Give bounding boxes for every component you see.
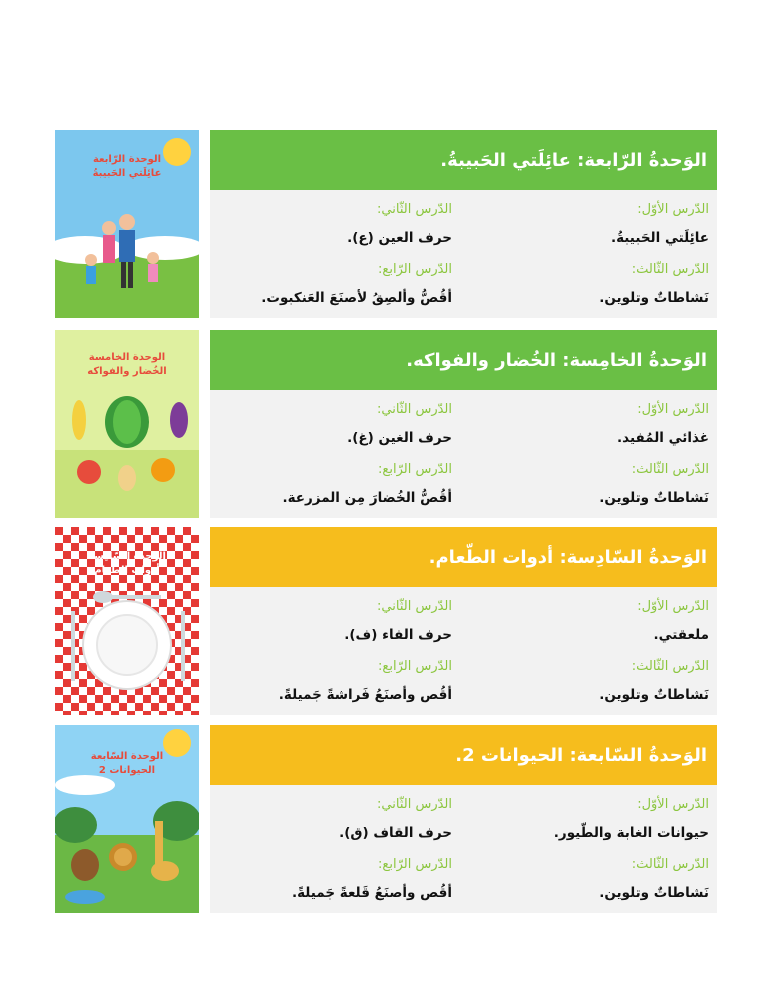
cover-subtitle: عائِلَتي الحَبيبةُ xyxy=(92,168,162,179)
cover-subtitle: الحيوانات 2 xyxy=(98,765,156,776)
lesson-name: نَشاطاتٌ وتلوين. xyxy=(599,490,709,506)
cover-title: الوحدة الخامسة xyxy=(88,352,166,363)
lesson-label: الدّرس الثّالث: xyxy=(631,262,709,277)
unit-card-5 xyxy=(55,330,717,518)
lesson-name: نَشاطاتٌ وتلوين. xyxy=(599,290,709,306)
lesson-name: حيوانات الغابة والطّيور. xyxy=(553,825,709,841)
lesson-label: الدّرس الثّالث: xyxy=(631,857,709,872)
lesson-label: الدّرس الرّابع: xyxy=(378,659,452,674)
lesson-label: الدّرس الأوّل: xyxy=(637,599,709,614)
lesson-label: الدّرس الرّابع: xyxy=(378,857,452,872)
lesson-label: الدّرس الرّابع: xyxy=(378,462,452,477)
unit-header xyxy=(210,527,717,587)
lesson-label: الدّرس الثّاني: xyxy=(377,797,452,812)
cover-subtitle: أدوات الطّعام xyxy=(94,565,160,576)
lesson-label: الدّرس الثّاني: xyxy=(377,599,452,614)
lesson-label: الدّرس الثّالث: xyxy=(631,462,709,477)
unit-header xyxy=(210,330,717,390)
lesson-name: غذائي المُفيد. xyxy=(617,430,709,446)
unit-title: الوَحدةُ السّادِسة: أدوات الطّعام. xyxy=(428,546,707,568)
cover-title: الوحدة السّابعة xyxy=(90,751,164,762)
unit-title: الوَحدةُ السّابعة: الحيوانات 2. xyxy=(455,744,707,766)
lesson-name: أقُصُّ وألصِقُ لأصنَعَ العَنكبوت. xyxy=(261,290,452,306)
lesson-name: أقُص وأصنَعُ فَراشةً جَميلةً. xyxy=(278,687,452,703)
unit-card-4 xyxy=(55,130,717,318)
lesson-name: حرف القاف (ق). xyxy=(339,825,452,841)
lesson-label: الدّرس الثّالث: xyxy=(631,659,709,674)
lessons-panel xyxy=(210,785,717,913)
cover-title: الوحدة الرّابعة xyxy=(92,154,162,165)
unit-card-7 xyxy=(55,725,717,913)
unit-cover-4 xyxy=(55,130,199,318)
lesson-name: أقُصُّ الخُضارَ مِن المزرعة. xyxy=(282,490,452,506)
lessons-panel xyxy=(210,587,717,715)
lessons-panel xyxy=(210,390,717,518)
cover-subtitle: الخُضار والفواكه xyxy=(87,366,167,377)
lesson-label: الدّرس الثّاني: xyxy=(377,202,452,217)
unit-cover-5 xyxy=(55,330,199,518)
cover-title: الوحدة السّادِسة xyxy=(88,551,166,562)
lesson-name: نَشاطاتٌ وتلوين. xyxy=(599,885,709,901)
lesson-label: الدّرس الثّاني: xyxy=(377,402,452,417)
lesson-name: حرف الفاء (ف). xyxy=(344,627,452,643)
lessons-panel xyxy=(210,190,717,318)
lesson-name: نَشاطاتٌ وتلوين. xyxy=(599,687,709,703)
lesson-name: حرف الغين (غ). xyxy=(347,430,452,446)
unit-header xyxy=(210,130,717,190)
unit-title: الوَحدةُ الخامِسة: الخُضار والفواكه. xyxy=(406,349,707,371)
unit-title: الوَحدةُ الرّابعة: عائِلَتي الحَبيبةُ. xyxy=(440,149,707,171)
unit-cover-7 xyxy=(55,725,199,913)
unit-card-6 xyxy=(55,527,717,715)
lesson-name: أقُص وأصنَعُ قَلعةً جَميلةً. xyxy=(291,885,452,901)
unit-header xyxy=(210,725,717,785)
lesson-name: ملعقتي. xyxy=(653,627,709,643)
lesson-label: الدّرس الأوّل: xyxy=(637,202,709,217)
lesson-name: عائِلَتي الحَبيبةُ. xyxy=(610,230,709,246)
lesson-label: الدّرس الرّابع: xyxy=(378,262,452,277)
unit-cover-6 xyxy=(55,527,199,715)
lesson-label: الدّرس الأوّل: xyxy=(637,402,709,417)
lesson-label: الدّرس الأوّل: xyxy=(637,797,709,812)
lesson-name: حرف العين (ع). xyxy=(347,230,452,246)
